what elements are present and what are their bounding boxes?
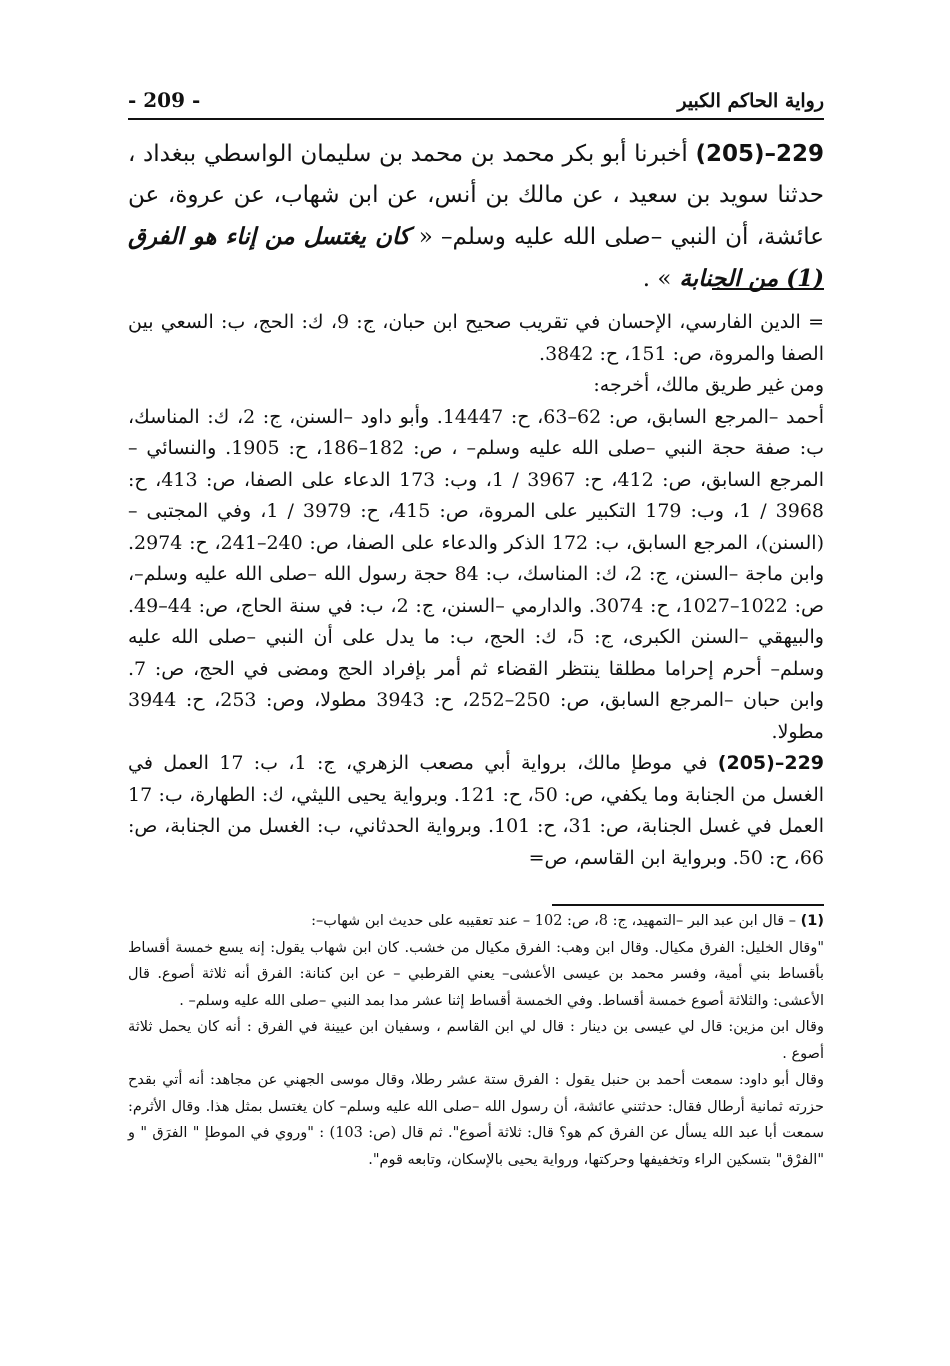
takhrij-continuation: = الدين الفارسي، الإحسان في تقريب صحيح ابن حبان، ج: 9، ك: الحج، ب: السعي بين الصفا والمروة، ص: 151، ح: 3842. — [128, 311, 824, 365]
footnote-paragraph-1: "وقال الخليل: الفرق مكيال. وقال ابن وهب: الفرق مكيال من خشب. كان ابن شهاب يقول: إنه يسع خمسة أقساط بأقساط بني أمية، وفسر محمد بن عيسى الأعشى– يعني القرطبي – عن ابن كنانة: الفرق أنه ثلاثة أصوع. قال الأعشى: والثلاثة أصوع خمسة أقساط. وفي الخمسة أقساط إثنا عشر مدا بمد النبي –صلى الله عليه وسلم– . — [128, 939, 824, 1009]
footnote-paragraph-3: وقال أبو داود: سمعت أحمد بن حنبل يقول : الفرق ستة عشر رطلا، وقال موسى الجهني عن مجاهد: أنه أتي بقدح حزرته ثمانية أرطال فقال: حدثتني عائشة، أن رسول الله –صلى الله عليه وسلم– كان يغتسل بمثل هذا. وقال الأثرم: سمعت أبا عبد الله يسأل عن الفرق كم هو؟ قال: ثلاثة أصوع". ثم قال (ص: 103) : "وروي في الموطإ " الفرَق " و "الفرْق" بتسكين الراء وتخفيفها وحركتها، ورواية يحيى بالإسكان، وتابعه قوم". — [128, 1072, 824, 1168]
footnote-paragraph-2: وقال ابن مزين: قال لي عيسى بن دينار : قال لي ابن القاسم ، وسفيان ابن عيينة في الفرق : أنه كان يحمل ثلاثة أصوع . — [128, 1019, 824, 1062]
header-rule — [128, 118, 824, 120]
hadith-end: » . — [642, 266, 672, 292]
takhrij-muwatta — [128, 748, 824, 874]
takhrij-intro: ومن غير طريق مالك، أخرجه: — [593, 374, 824, 396]
footnote — [128, 908, 824, 1173]
footnote-intro: – قال ابن عبد البر –التمهيد، ج: 8، ص: 102 – عند تعقيبه على حديث ابن شهاب–: — [311, 913, 801, 929]
section-rule — [712, 288, 824, 290]
hadith-isnad: أخبرنا أبو بكر محمد بن محمد بن سليمان الواسطي ببغداد ، حدثنا سويد بن سعيد ، عن مالك بن أنس، عن ابن شهاب، عن عروة، عن عائشة، أن النبي –صلى الله عليه وسلم– « — [128, 141, 824, 250]
hadith-text — [128, 134, 824, 300]
running-header — [128, 82, 824, 112]
takhrij-sources: أحمد –المرجع السابق، ص: 62–63، ح: 14447. وأبو داود –السنن، ج: 2، ك: المناسك، ب: صفة حجة النبي –صلى الله عليه وسلم– ، ص: 182–186، ح: 1905. والنسائي –المرجع السابق، ص: 412، ح: 3967 / 1، وب: 173 الدعاء على الصفا، ص: 413، ح: 3968 / 1، وب: 179 التكبير على المروة، ص: 415، ح: 3979 / 1، وفي المجتبى –(السنن)، المرجع السابق، ب: 172 الذكر والدعاء على الصفا، ص: 240–241، ح: 2974. وابن ماجة –السنن، ج: 2، ك: المناسك، ب: 84 حجة رسول الله –صلى الله عليه وسلم–، ص: 1022–1027، ح: 3074. والدارمي –السنن، ج: 2، ب: في سنة الحاج، ص: 44–49. والبيهقي –السنن الكبرى، ج: 5، ك: الحج، ب: ما يدل على أن النبي –صلى الله عليه وسلم– أحرم إحراما مطلقا ينتظر القضاء ثم أمر بإفراد الحج ومضى في الحج، ص: 7. وابن حبان –المرجع السابق، ص: 250–252، ح: 3943 مطولا، وص: 253، ح: 3944 مطولا. — [128, 405, 825, 743]
takhrij-notes — [128, 307, 824, 874]
footnote-line-1 — [128, 908, 824, 935]
footnote-rule — [552, 904, 824, 906]
takhrij-muwatta-text: في موطإ مالك، برواية أبي مصعب الزهري، ج: 1، ب: 17 العمل في الغسل من الجنابة وما يكفي، ص: 50، ح: 121. وبرواية يحيى الليثي، ك: الطهارة، ب: 17 العمل في غسل الجنابة، ص: 31، ح: 101. وبرواية الحدثاني، ب: الغسل من الجنابة، ص: 66، ح: 50. وبرواية ابن القاسم، ص= — [128, 752, 825, 869]
hadith-matn: كان يغتسل من إناء هو الفرق (1) من الجنابة — [128, 223, 824, 292]
footnote-number: (1) — [800, 913, 824, 929]
page-number: - 209 - — [128, 88, 201, 112]
takhrij-hadith-number: 229–(205) — [717, 752, 825, 774]
running-title: رواية الحاكم الكبير — [677, 90, 824, 112]
hadith-number: 229–(205) — [695, 141, 824, 167]
